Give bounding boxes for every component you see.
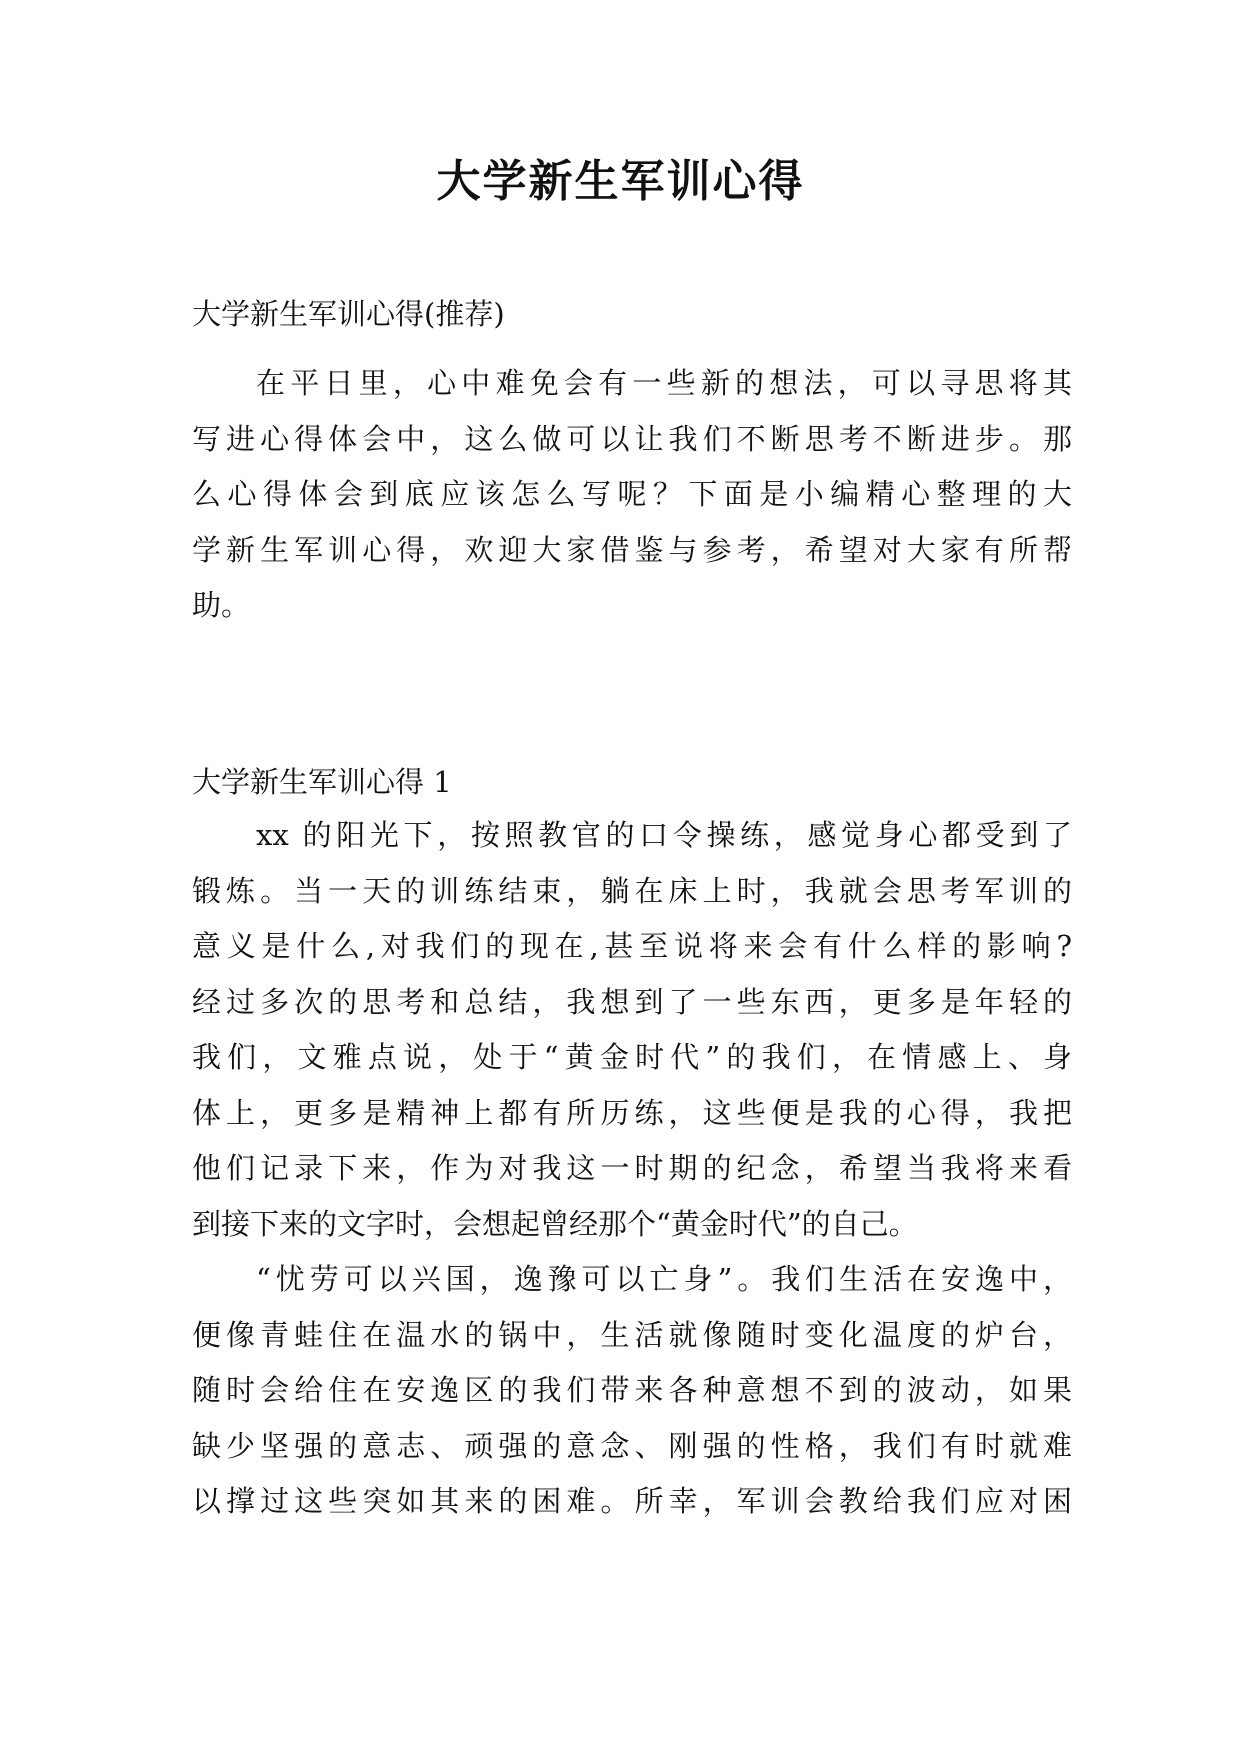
intro-line: 助。 (192, 588, 251, 622)
body-paragraph (192, 808, 1072, 1530)
body-line: 他们记录下来，作为对我这一时期的纪念，希望当我将来看 (192, 1151, 1072, 1185)
intro-line: 么心得体会到底应该怎么写呢？下面是小编精心整理的大 (192, 477, 1072, 511)
body-line: 缺少坚强的意志、顽强的意念、刚强的性格，我们有时就难 (192, 1428, 1072, 1463)
body-line: 意义是什么,对我们的现在,甚至说将来会有什么样的影响? (192, 929, 1072, 963)
body-line: 到接下来的文字时，会想起曾经那个“黄金时代”的自己。 (192, 1206, 918, 1241)
body-line: 我们，文雅点说，处于“黄金时代”的我们，在情感上、身 (192, 1040, 1072, 1074)
body-line: 体上，更多是精神上都有所历练，这些便是我的心得，我把 (192, 1095, 1072, 1130)
body-line: 锻炼。当一天的训练结束，躺在床上时，我就会思考军训的 (192, 873, 1072, 908)
document-title: 大学新生军训心得 (436, 156, 805, 207)
document-subtitle: 大学新生军训心得(推荐) (192, 297, 505, 331)
body-line: xx 的阳光下，按照教官的口令操练，感觉身心都受到了 (256, 818, 1072, 852)
body-line: 便像青蛙住在温水的锅中，生活就像随时变化温度的炉台， (192, 1317, 1072, 1352)
intro-line: 在平日里，心中难免会有一些新的想法，可以寻思将其 (256, 366, 1072, 400)
section-title: 大学新生军训心得 1 (192, 765, 452, 799)
intro-line: 写进心得体会中，这么做可以让我们不断思考不断进步。那 (192, 421, 1072, 456)
body-line: 随时会给住在安逸区的我们带来各种意想不到的波动，如果 (192, 1373, 1072, 1407)
body-line: 以撑过这些突如其来的困难。所幸，军训会教给我们应对困 (192, 1484, 1072, 1518)
body-line: 经过多次的思考和总结，我想到了一些东西，更多是年轻的 (192, 984, 1072, 1019)
body-line: “忧劳可以兴国，逸豫可以亡身”。我们生活在安逸中， (256, 1262, 1072, 1296)
intro-paragraph (192, 356, 1072, 634)
intro-line: 学新生军训心得，欢迎大家借鉴与参考，希望对大家有所帮 (192, 532, 1072, 567)
